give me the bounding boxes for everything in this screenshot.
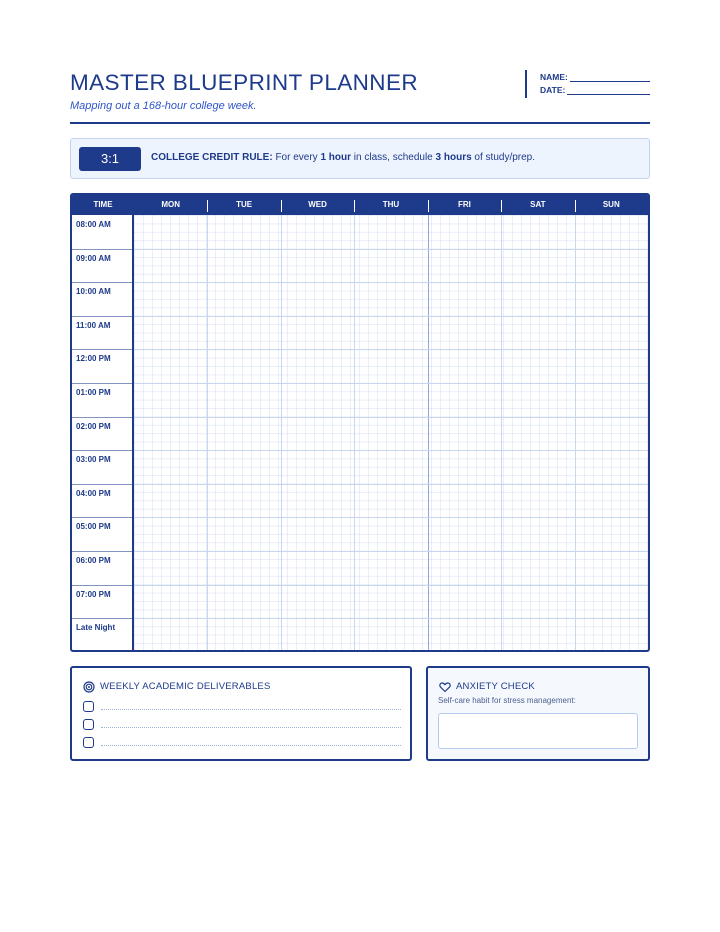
deliverable-item[interactable] <box>83 701 401 713</box>
time-slot-label: 02:00 PM <box>76 421 111 431</box>
time-row-divider <box>72 585 132 586</box>
header-separator <box>575 200 576 212</box>
deliverable-checkbox[interactable] <box>83 701 94 712</box>
hour-row-divider <box>134 450 648 451</box>
time-slot-label: 12:00 PM <box>76 354 111 364</box>
name-date-divider <box>525 70 527 98</box>
time-slot-label: 07:00 PM <box>76 589 111 599</box>
time-row-divider <box>72 383 132 384</box>
deliverables-title: WEEKLY ACADEMIC DELIVERABLES <box>100 681 271 692</box>
credit-rule-label: COLLEGE CREDIT RULE: <box>151 152 273 163</box>
date-label: DATE: <box>540 85 566 95</box>
time-row-divider <box>72 618 132 619</box>
day-header-wed: WED <box>308 200 327 209</box>
hour-row-divider <box>134 618 648 619</box>
time-row-divider <box>72 417 132 418</box>
hour-row-divider <box>134 316 648 317</box>
header-separator <box>281 200 282 212</box>
schedule-header <box>72 195 648 215</box>
hour-row-divider <box>134 282 648 283</box>
time-slot-label: 10:00 AM <box>76 287 111 297</box>
credit-rule-hours-1: 1 hour <box>320 152 352 163</box>
anxiety-check-subtitle: Self-care habit for stress management: <box>438 696 576 705</box>
time-row-divider <box>72 517 132 518</box>
header-rule <box>70 122 650 124</box>
header-separator <box>501 200 502 212</box>
day-header-tue: TUE <box>236 200 253 209</box>
name-line[interactable] <box>570 81 650 82</box>
time-slot-label: 08:00 AM <box>76 220 111 229</box>
target-icon <box>83 680 95 698</box>
time-row-divider <box>72 450 132 451</box>
deliverable-line[interactable] <box>101 727 401 728</box>
weekly-schedule-grid <box>70 193 650 652</box>
day-header-sat: SAT <box>530 200 546 209</box>
hour-row-divider <box>134 484 648 485</box>
time-slot-label: 01:00 PM <box>76 388 111 397</box>
time-slot-label: 05:00 PM <box>76 522 111 532</box>
credit-rule-text-2: in class, schedule <box>351 152 436 163</box>
hour-row-divider <box>134 349 648 350</box>
credit-rule-text <box>151 152 535 163</box>
time-slot-label: Late Night <box>76 623 116 633</box>
anxiety-check-card <box>426 666 650 761</box>
day-header-thu: THU <box>382 200 400 209</box>
time-row-divider <box>72 282 132 283</box>
time-slot-label: 04:00 PM <box>76 488 111 498</box>
time-slot-label: 06:00 PM <box>76 556 111 565</box>
credit-rule-hours-2: 3 hours <box>435 152 472 163</box>
time-column <box>72 215 134 650</box>
header-separator <box>354 200 355 212</box>
hour-row-divider <box>134 249 648 250</box>
page-title: MASTER BLUEPRINT PLANNER <box>70 70 419 95</box>
anxiety-check-title: ANXIETY CHECK <box>456 681 535 692</box>
deliverable-checkbox[interactable] <box>83 719 94 730</box>
hour-row-divider <box>134 383 648 384</box>
hour-row-divider <box>134 517 648 518</box>
time-slot-label: 03:00 PM <box>76 455 111 465</box>
date-field-row[interactable] <box>540 85 650 95</box>
credit-rule-text-1: For every <box>272 152 321 163</box>
deliverable-item[interactable] <box>83 737 401 749</box>
hour-row-divider <box>134 417 648 418</box>
time-row-divider <box>72 349 132 350</box>
name-label: NAME: <box>540 72 568 82</box>
day-header-sun: SUN <box>602 200 620 209</box>
self-care-input[interactable] <box>438 713 638 749</box>
credit-rule-banner <box>70 138 650 179</box>
header-separator <box>207 200 208 212</box>
day-header-mon: MON <box>161 200 181 209</box>
time-row-divider <box>72 249 132 250</box>
time-slot-label: 09:00 AM <box>76 253 111 263</box>
time-row-divider <box>72 316 132 317</box>
ratio-badge: 3:1 <box>79 147 141 171</box>
credit-rule-text-3: of study/prep. <box>471 152 536 163</box>
deliverable-checkbox[interactable] <box>83 737 94 748</box>
header-separator <box>428 200 429 212</box>
day-header-fri: FRI <box>457 200 471 209</box>
deliverable-item[interactable] <box>83 719 401 731</box>
time-row-divider <box>72 551 132 552</box>
name-field-row[interactable] <box>540 72 650 82</box>
deliverable-line[interactable] <box>101 709 401 710</box>
time-column-header: TIME <box>93 200 113 209</box>
schedule-days-area[interactable] <box>134 215 648 650</box>
deliverable-line[interactable] <box>101 745 401 746</box>
deliverables-card <box>70 666 412 761</box>
date-line[interactable] <box>567 94 650 95</box>
page-subtitle: Mapping out a 168-hour college week. <box>70 100 257 112</box>
hour-row-divider <box>134 551 648 552</box>
time-slot-label: 11:00 AM <box>76 320 111 330</box>
time-row-divider <box>72 484 132 485</box>
hour-row-divider <box>134 585 648 586</box>
